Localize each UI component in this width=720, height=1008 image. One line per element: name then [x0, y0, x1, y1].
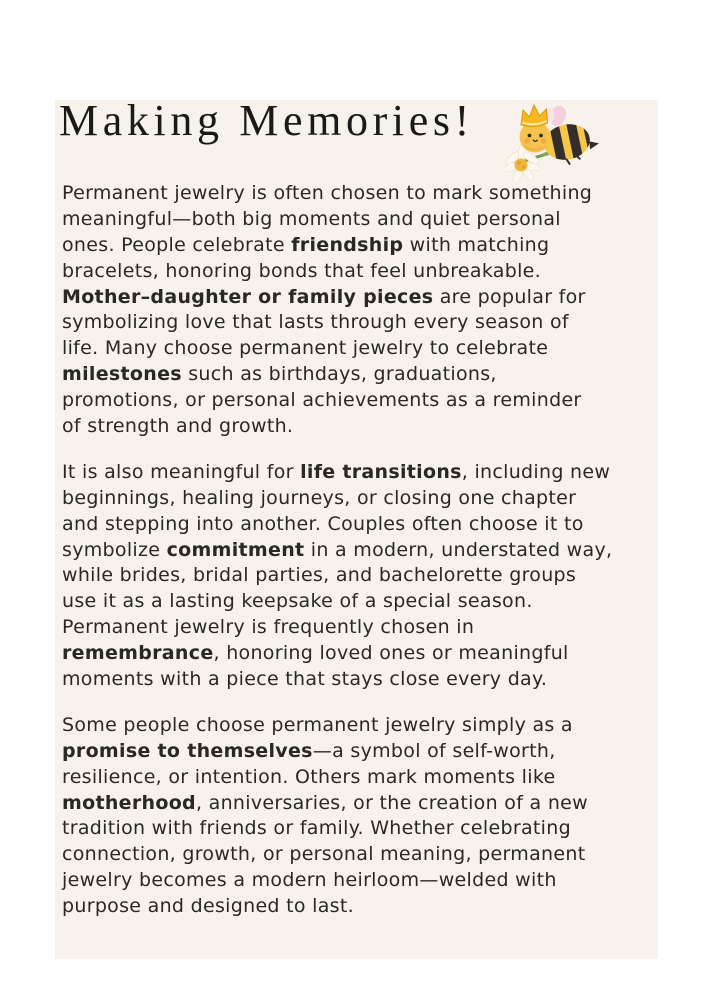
text: Permanent jewelry is frequently chosen in: [62, 616, 475, 639]
text: Some people choose permanent jewelry simply as a: [62, 713, 573, 736]
text: moments with a piece that stays close every day.: [62, 668, 548, 691]
text: , anniversaries, or the creation of a new: [195, 791, 588, 814]
text: , including new: [461, 460, 611, 483]
text-line: [62, 207, 656, 233]
text-line: [62, 868, 656, 894]
text-line: [62, 512, 656, 538]
text: It is also meaningful for: [62, 460, 301, 483]
text-line: [62, 362, 656, 388]
text: and stepping into another. Couples often choose it to: [62, 512, 584, 535]
text-line: [62, 414, 656, 440]
bold-text: life transitions: [300, 460, 462, 483]
bold-text: Mother–daughter or family pieces: [62, 285, 434, 308]
text-line: [62, 285, 656, 311]
text-line: [62, 816, 656, 842]
text-line: [62, 388, 656, 414]
text-line: [62, 259, 656, 285]
text: —a symbol of self-worth,: [312, 739, 556, 762]
text-line: [62, 538, 656, 564]
text: of strength and growth.: [62, 415, 294, 438]
text: with matching: [403, 233, 550, 256]
text: symbolizing love that lasts through every season of: [62, 311, 569, 334]
text-line: [62, 667, 656, 693]
text: symbolize: [62, 538, 167, 561]
paragraph: [62, 181, 656, 440]
text: meaningful—both big moments and quiet personal: [62, 207, 561, 230]
text-line: [62, 739, 656, 765]
bold-text: promise to themselves: [62, 739, 313, 762]
text: promotions, or personal achievements as a reminder: [62, 389, 582, 412]
text-line: [62, 310, 656, 336]
paragraph: [62, 713, 656, 920]
text-line: [62, 713, 656, 739]
text-line: [62, 563, 656, 589]
text-line: [62, 791, 656, 817]
text: , honoring loved ones or meaningful: [213, 642, 569, 665]
text: such as birthdays, graduations,: [181, 363, 497, 386]
paragraph: [62, 460, 656, 693]
text-line: [62, 336, 656, 362]
bold-text: commitment: [166, 538, 305, 561]
page-title: Making Memories!: [59, 96, 474, 145]
text: while brides, bridal parties, and bachelorette groups: [62, 564, 577, 587]
text-line: [62, 894, 656, 920]
text-line: [62, 233, 656, 259]
text-line: [62, 842, 656, 868]
text: jewelry becomes a modern heirloom—welded with: [62, 869, 557, 892]
text: Permanent jewelry is often chosen to mark something: [62, 182, 593, 204]
text: in a modern, understated way,: [304, 538, 613, 561]
content-panel: [55, 96, 658, 959]
text: use it as a lasting keepsake of a special season.: [62, 590, 533, 613]
bold-text: remembrance: [62, 642, 214, 665]
text: are popular for: [433, 285, 586, 308]
text: life. Many choose permanent jewelry to celebrate: [62, 337, 549, 360]
text: purpose and designed to last.: [62, 895, 354, 918]
text-line: [62, 615, 656, 641]
text-line: [62, 486, 656, 512]
bee-with-crown-and-daisy-icon: [505, 103, 600, 181]
body-text: [62, 181, 656, 940]
text: connection, growth, or personal meaning, permanent: [62, 843, 586, 866]
text: tradition with friends or family. Whether celebrating: [62, 817, 571, 840]
text: bracelets, honoring bonds that feel unbreakable.: [62, 259, 541, 282]
text-line: [62, 460, 656, 486]
text: resilience, or intention. Others mark moments like: [62, 765, 556, 788]
text-line: [62, 181, 656, 207]
bold-text: motherhood: [62, 791, 196, 814]
text-line: [62, 589, 656, 615]
bold-text: friendship: [291, 233, 404, 256]
page-header: [55, 96, 658, 184]
text-line: [62, 765, 656, 791]
text: ones. People celebrate: [62, 233, 292, 256]
text: beginnings, healing journeys, or closing one chapter: [62, 486, 577, 509]
text-line: [62, 641, 656, 667]
bold-text: milestones: [62, 363, 182, 386]
